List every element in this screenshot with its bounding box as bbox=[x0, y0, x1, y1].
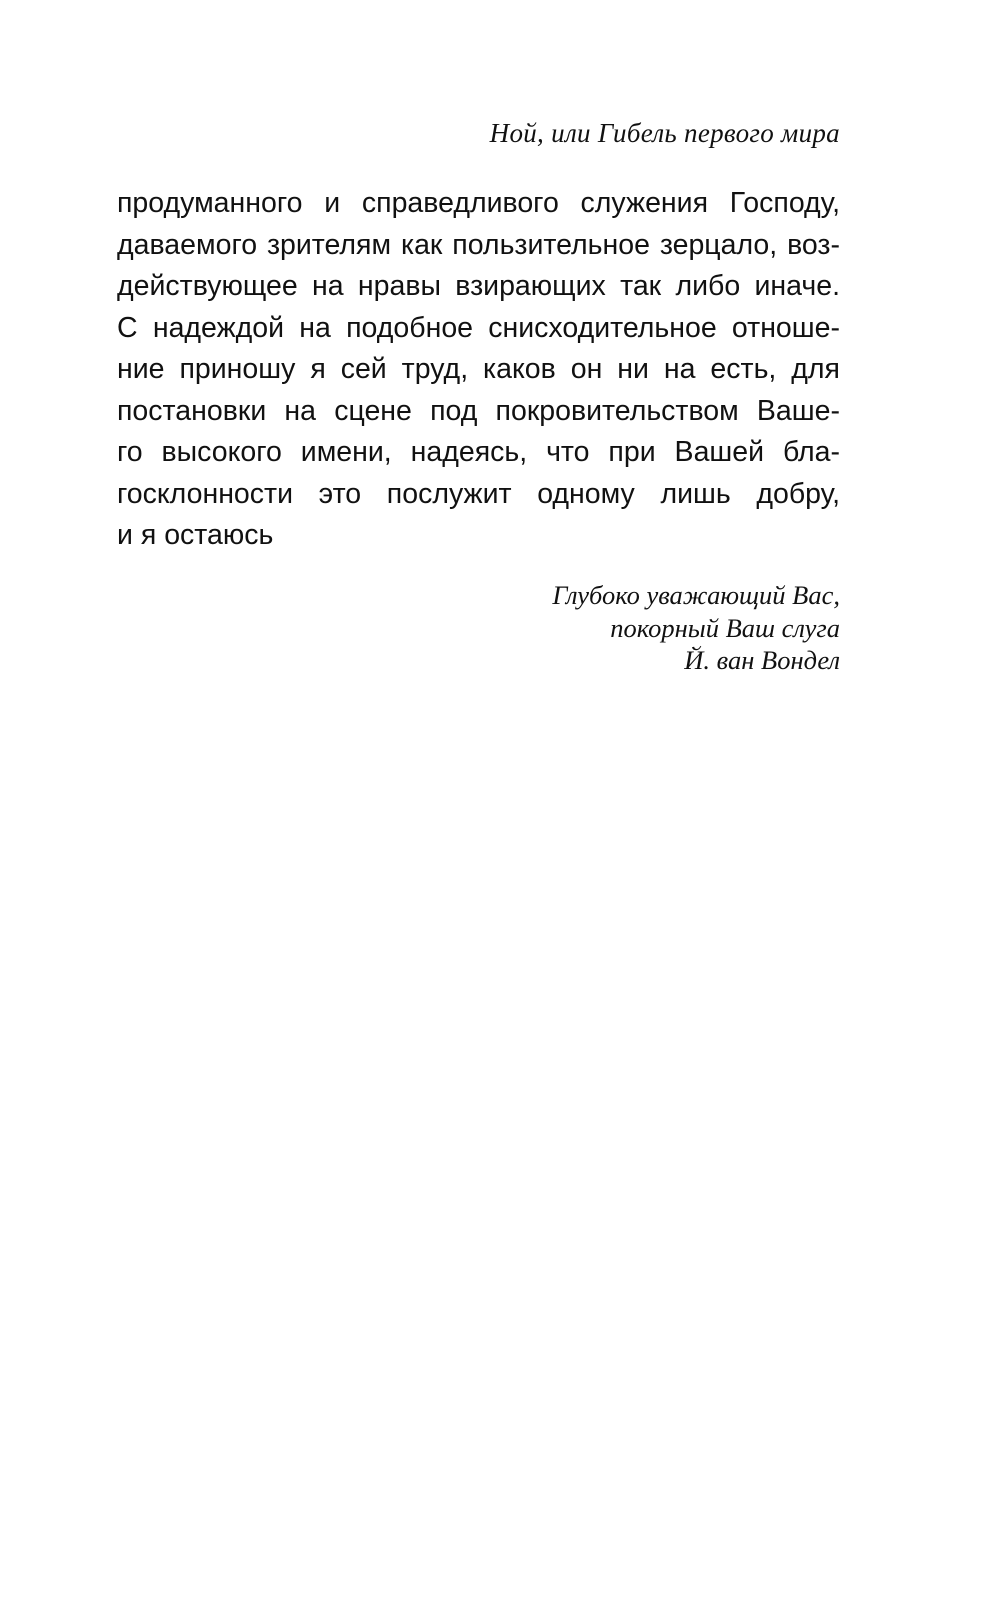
body-text bbox=[117, 183, 840, 557]
body-line: постановки на сцене под покровительством Ваше- bbox=[117, 394, 840, 427]
body-line: действующее на нравы взирающих так либо иначе. bbox=[117, 270, 840, 302]
body-line: госклонности это послужит одному лишь добру, bbox=[117, 477, 840, 510]
signature-closing: Глубоко уважающий Вас, bbox=[552, 580, 840, 610]
body-line: го высокого имени, надеясь, что при Вашей бла- bbox=[117, 436, 840, 468]
body-line: даваемого зрителям как пользительное зерцало, воз- bbox=[117, 228, 840, 261]
running-head: Ной, или Гибель первого мира bbox=[489, 118, 840, 148]
signature-name: Й. ван Вондел bbox=[684, 645, 840, 675]
signature-block bbox=[552, 579, 840, 677]
body-line: С надеждой на подобное снисходительное отноше- bbox=[117, 311, 840, 344]
body-line: продуманного и справедливого служения Господу, bbox=[117, 187, 840, 219]
body-line: ние приношу я сей труд, каков он ни на есть, для bbox=[117, 353, 840, 385]
body-line: и я остаюсь bbox=[117, 519, 274, 551]
signature-title: покорный Ваш слуга bbox=[610, 612, 840, 643]
